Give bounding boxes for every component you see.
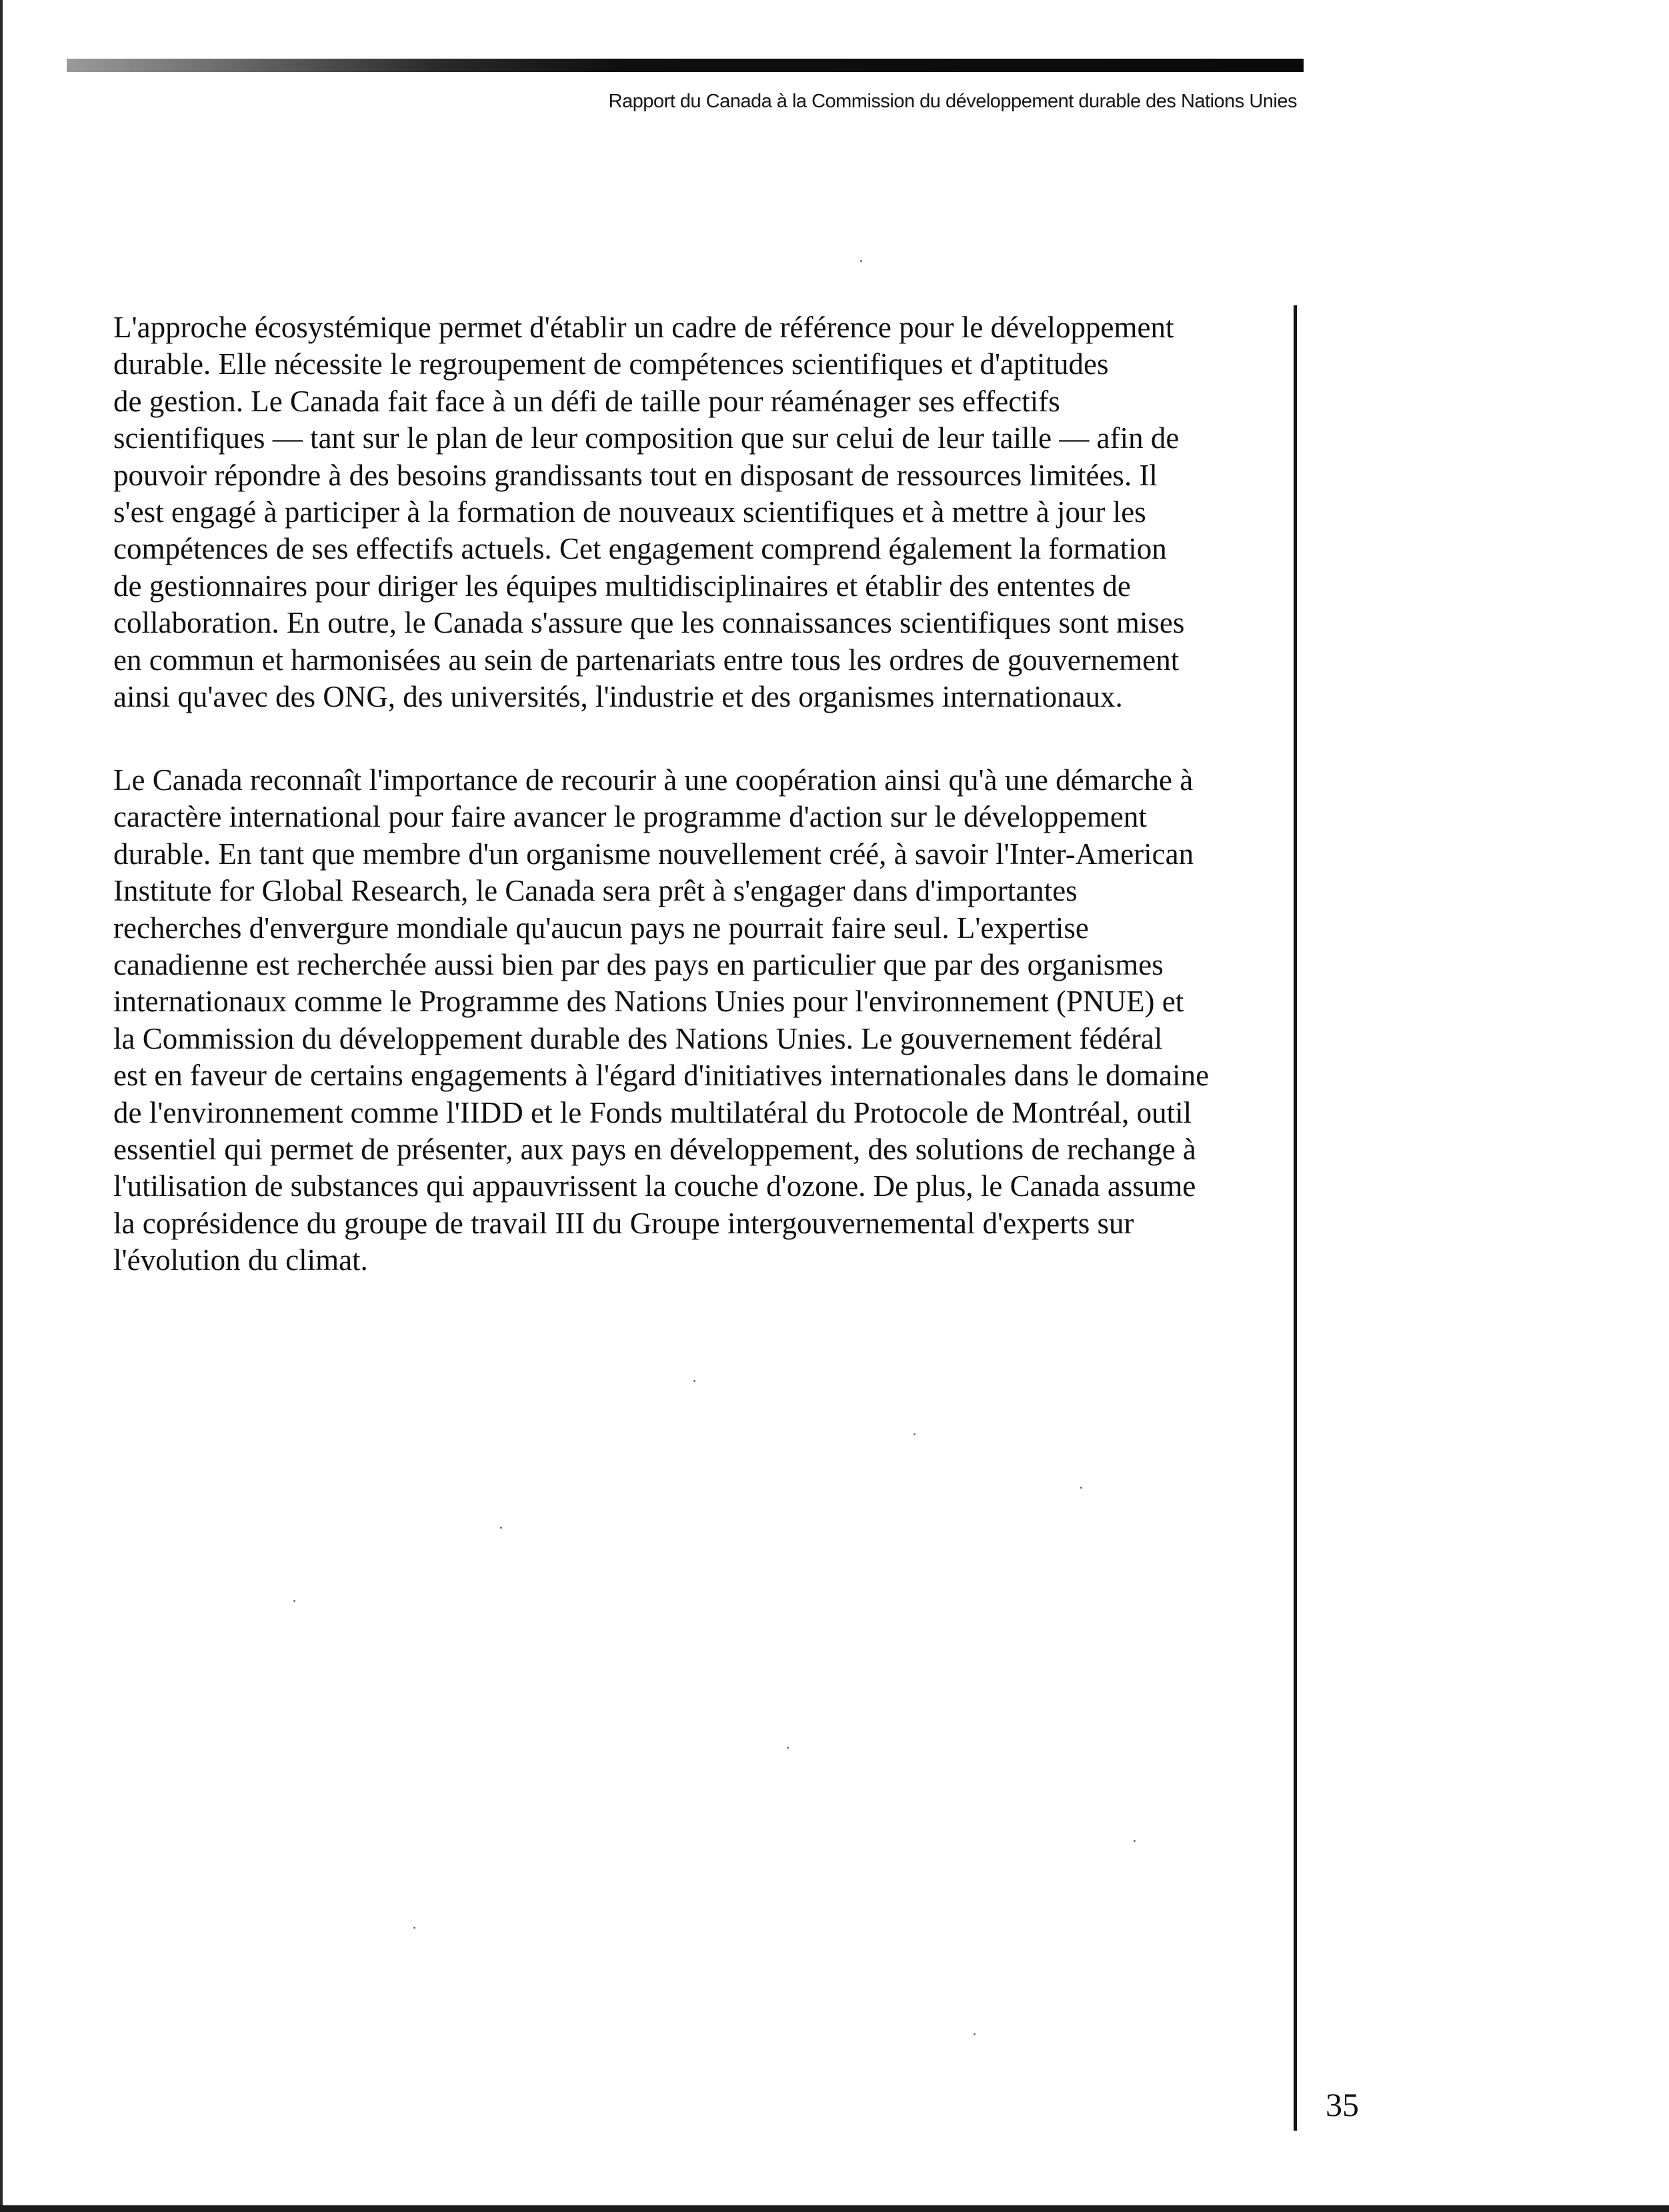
text-line: canadienne est recherchée aussi bien par des pays en particulier que par des organismes (113, 948, 1164, 982)
scan-edge-left (0, 0, 3, 2212)
text-line: compétences de ses effectifs actuels. Cet engagement comprend également la formation (113, 532, 1167, 566)
text-line: essentiel qui permet de présenter, aux pays en développement, des solutions de rechange à (113, 1133, 1196, 1167)
scan-speck (787, 1747, 789, 1749)
scan-speck (1134, 1840, 1136, 1842)
text-line: durable. Elle nécessite le regroupement de compétences scientifiques et d'aptitudes (113, 347, 1109, 381)
scan-speck (860, 260, 862, 262)
page-number: 35 (1326, 2086, 1359, 2123)
scan-speck (914, 1433, 916, 1435)
text-line: de gestion. Le Canada fait face à un défi de taille pour réaménager ses effectifs (113, 384, 1060, 418)
text-line: Institute for Global Research, le Canada sera prêt à s'engager dans d'importantes (113, 874, 1078, 908)
scan-speck (693, 1380, 695, 1382)
text-line: Le Canada reconnaît l'importance de recourir à une coopération ainsi qu'à une démarche à (113, 763, 1194, 797)
text-line: scientifiques — tant sur le plan de leur composition que sur celui de leur taille — afin de (113, 421, 1180, 455)
text-line: l'utilisation de substances qui appauvrissent la couche d'ozone. De plus, le Canada assume (113, 1169, 1196, 1203)
paragraph-international-cooperation (113, 762, 1274, 1279)
margin-rule (1294, 305, 1297, 2131)
paragraph-ecosystem-approach (113, 309, 1274, 715)
scan-speck (1080, 1487, 1082, 1489)
text-line: caractère international pour faire avancer le programme d'action sur le développement (113, 800, 1147, 834)
running-title: Rapport du Canada à la Commission du développement durable des Nations Unies (608, 91, 1297, 112)
text-line: la Commission du développement durable des Nations Unies. Le gouvernement fédéral (113, 1021, 1163, 1055)
scan-speck (293, 1600, 295, 1602)
text-line: recherches d'envergure mondiale qu'aucun pays ne pourrait faire seul. L'expertise (113, 911, 1089, 945)
text-line: en commun et harmonisées au sein de partenariats entre tous les ordres de gouvernement (113, 643, 1180, 677)
text-line: la coprésidence du groupe de travail III du Groupe intergouvernemental d'experts sur (113, 1206, 1134, 1240)
text-line: durable. En tant que membre d'un organisme nouvellement créé, à savoir l'Inter-American (113, 837, 1194, 871)
header-rule (67, 59, 1304, 72)
scan-speck (413, 1927, 415, 1929)
text-line: s'est engagé à participer à la formation de nouveaux scientifiques et à mettre à jour les (113, 495, 1146, 529)
text-line: de l'environnement comme l'IIDD et le Fonds multilatéral du Protocole de Montréal, outil (113, 1095, 1192, 1129)
text-line: est en faveur de certains engagements à l'égard d'initiatives internationales dans le domaine (113, 1059, 1210, 1093)
scan-edge-bottom (0, 2205, 1669, 2212)
text-line: ainsi qu'avec des ONG, des universités, l'industrie et des organismes internationaux. (113, 680, 1123, 714)
text-line: L'approche écosystémique permet d'établir un cadre de référence pour le développement (113, 311, 1174, 344)
text-line: de gestionnaires pour diriger les équipes multidisciplinaires et établir des ententes de (113, 569, 1131, 603)
text-line: internationaux comme le Programme des Nations Unies pour l'environnement (PNUE) et (113, 985, 1184, 1019)
scan-speck (974, 2033, 976, 2035)
scan-speck (500, 1527, 502, 1529)
text-line: l'évolution du climat. (113, 1243, 368, 1277)
text-line: collaboration. En outre, le Canada s'assure que les connaissances scientifiques sont mises (113, 606, 1185, 640)
text-line: pouvoir répondre à des besoins grandissants tout en disposant de ressources limitées. Il (113, 458, 1158, 492)
